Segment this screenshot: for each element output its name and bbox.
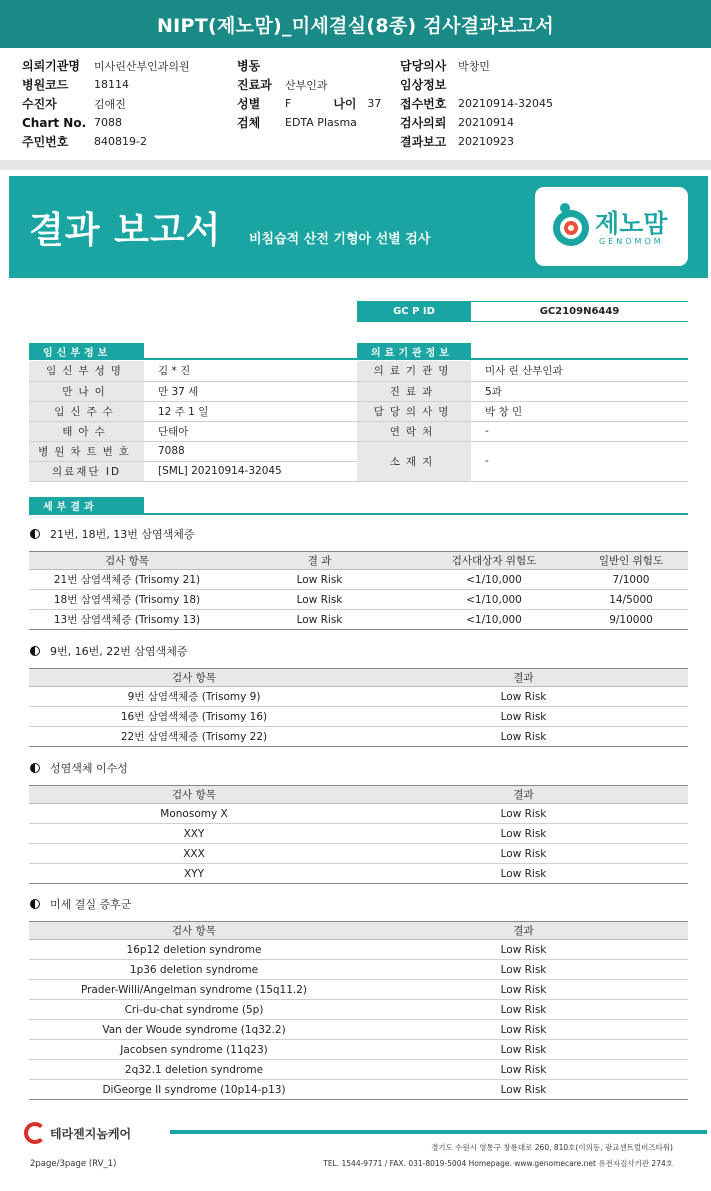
- half-circle-icon: [30, 529, 40, 539]
- table-cell: Low Risk: [225, 610, 414, 630]
- logo-korean-text: 제노맘: [595, 209, 668, 238]
- gcp-id-label: GC P ID: [357, 301, 471, 322]
- table-cell: Low Risk: [359, 824, 688, 844]
- table-row: [29, 421, 357, 441]
- table-value: 미사 린 산부인과: [471, 361, 688, 381]
- table-row: [29, 441, 357, 461]
- table-cell: Prader-Willi/Angelman syndrome (15q11.2): [29, 980, 359, 1000]
- info-value: 김애진: [94, 97, 126, 111]
- table-cell: Low Risk: [359, 960, 688, 980]
- report-title: NIPT(제노맘)_미세결실(8종) 검사결과보고서: [156, 14, 555, 37]
- table-cell: DiGeorge II syndrome (10p14-p13): [29, 1080, 359, 1100]
- info-key: 병동: [237, 59, 261, 73]
- column-header: 검사대상자 위험도: [414, 552, 574, 570]
- info-row: [400, 56, 553, 75]
- table-key: 병원차트번호: [29, 441, 144, 461]
- details-section-heading: 세부결과: [29, 497, 144, 513]
- table-header-row: [29, 922, 688, 940]
- column-header: 결 과: [225, 552, 414, 570]
- table-key: 소재지: [357, 441, 471, 481]
- table-cell: Van der Woude syndrome (1q32.2): [29, 1020, 359, 1040]
- group-title-text: 성염색체 이수성: [50, 762, 128, 775]
- group-title-text: 미세 결실 증후군: [50, 898, 132, 911]
- footer-contact: TEL. 1544-9771 / FAX. 031-8019-5004 Homepage. www.genomecare.net 유전자검사기관 274호: [323, 1159, 673, 1168]
- info-row: [237, 94, 381, 113]
- table-header-row: [29, 786, 688, 804]
- table-key: 의료재단 ID: [29, 461, 144, 481]
- table-cell: <1/10,000: [414, 610, 574, 630]
- table-key: 태아수: [29, 421, 144, 441]
- table-value: 김 * 진: [144, 361, 357, 381]
- banner-title: 결과 보고서: [29, 210, 222, 251]
- table-cell: Low Risk: [359, 1000, 688, 1020]
- table-cell: XXY: [29, 824, 359, 844]
- table-row: [29, 361, 357, 381]
- table-header-row: [29, 669, 688, 687]
- table-cell: 16번 삼염색체증 (Trisomy 16): [29, 707, 359, 727]
- info-key: 수진자: [22, 97, 57, 111]
- table-row: [29, 844, 688, 864]
- table-cell: 14/5000: [574, 590, 688, 610]
- genomom-logo: [535, 187, 688, 266]
- table-value: [SML] 20210914-32045: [144, 461, 357, 481]
- info-key: 검사의뢰: [400, 116, 447, 130]
- table-row: [29, 804, 688, 824]
- info-key: 의뢰기관명: [22, 59, 80, 73]
- info-row: [237, 75, 381, 94]
- table-key: 의료기관명: [357, 361, 471, 381]
- table-row: [357, 421, 688, 441]
- info-row: [237, 56, 381, 75]
- table-row: [357, 401, 688, 421]
- table-cell: Low Risk: [359, 727, 688, 747]
- table-cell: 7/1000: [574, 570, 688, 590]
- table-value: 12 주 1 일: [144, 401, 357, 421]
- info-key: 검체: [237, 116, 261, 130]
- group-title-text: 21번, 18번, 13번 삼염색체증: [50, 528, 195, 541]
- table-row: [29, 824, 688, 844]
- info-value: EDTA Plasma: [285, 116, 357, 129]
- table-cell: XYY: [29, 864, 359, 884]
- table-row: [357, 381, 688, 401]
- table-cell: Low Risk: [359, 1060, 688, 1080]
- info-value: 20210914: [458, 116, 514, 129]
- details-section-line: [29, 513, 688, 515]
- logo-english-text: GENOMOM: [599, 237, 664, 246]
- table-cell: Cri-du-chat syndrome (5p): [29, 1000, 359, 1020]
- hospital-section-line: [357, 358, 688, 360]
- banner-subtitle: 비침습적 산전 기형아 선별 검사: [249, 232, 431, 247]
- table-row: [357, 441, 688, 481]
- column-header: 검사 항목: [29, 552, 225, 570]
- table-cell: 18번 삼염색체증 (Trisomy 18): [29, 590, 225, 610]
- table-cell: Low Risk: [359, 864, 688, 884]
- info-column-1: [22, 56, 190, 151]
- info-key: 진료과: [237, 78, 272, 92]
- table-row: [29, 1000, 688, 1020]
- section-divider: [0, 160, 711, 170]
- table-value: 박 창 민: [471, 401, 688, 421]
- info-key: 성별: [237, 97, 261, 111]
- half-circle-icon: [30, 646, 40, 656]
- table-value: 5과: [471, 381, 688, 401]
- hospital-section-heading: 의료기관정보: [357, 343, 471, 359]
- sex-chromosome-table: [29, 785, 688, 884]
- report-banner: [9, 176, 708, 278]
- info-column-3: [400, 56, 553, 151]
- info-row: [400, 132, 553, 151]
- trisomy-main-table: [29, 551, 688, 630]
- table-cell: Low Risk: [225, 570, 414, 590]
- table-row: [29, 401, 357, 421]
- table-header-row: [29, 552, 688, 570]
- info-value: 20210923: [458, 135, 514, 148]
- column-header: 일반인 위험도: [574, 552, 688, 570]
- table-value: 만 37 세: [144, 381, 357, 401]
- half-circle-icon: [30, 763, 40, 773]
- table-row: [29, 864, 688, 884]
- column-header: 검사 항목: [29, 922, 359, 940]
- table-value: 단태아: [144, 421, 357, 441]
- group-title-text: 9번, 16번, 22번 삼염색체증: [50, 645, 188, 658]
- info-key: 결과보고: [400, 135, 447, 149]
- table-cell: Low Risk: [359, 980, 688, 1000]
- table-key: 만나이: [29, 381, 144, 401]
- column-header: 결과: [359, 669, 688, 687]
- table-key: 임신주수: [29, 401, 144, 421]
- table-row: [29, 1040, 688, 1060]
- table-cell: Low Risk: [359, 940, 688, 960]
- table-row: [29, 590, 688, 610]
- group-title: [30, 526, 194, 542]
- table-row: [29, 1020, 688, 1040]
- table-cell: Jacobsen syndrome (11q23): [29, 1040, 359, 1060]
- table-cell: 1p36 deletion syndrome: [29, 960, 359, 980]
- table-row: [29, 687, 688, 707]
- group-title: [30, 643, 187, 659]
- group-title: [30, 896, 131, 912]
- table-key: 진료과: [357, 381, 471, 401]
- info-value: 7088: [94, 116, 122, 129]
- info-key: 담당의사: [400, 59, 447, 73]
- table-cell: Low Risk: [359, 844, 688, 864]
- patient-info-block: [0, 56, 711, 151]
- table-cell: 9번 삼염색체증 (Trisomy 9): [29, 687, 359, 707]
- table-row: [29, 940, 688, 960]
- info-row: [237, 113, 381, 132]
- column-header: 결과: [359, 786, 688, 804]
- table-row: [29, 570, 688, 590]
- column-header: 검사 항목: [29, 786, 359, 804]
- table-cell: XXX: [29, 844, 359, 864]
- info-row: [400, 75, 553, 94]
- table-row: [29, 727, 688, 747]
- footer-address: 경기도 수원시 영통구 창룡대로 260, 810호(이의동, 광교센트럴비즈타워): [431, 1143, 673, 1152]
- info-key: 접수번호: [400, 97, 447, 111]
- footer-line: [170, 1130, 707, 1134]
- table-key: 담당의사명: [357, 401, 471, 421]
- table-row: [29, 980, 688, 1000]
- table-cell: 22번 삼염색체증 (Trisomy 22): [29, 727, 359, 747]
- info-key: 주민번호: [22, 135, 69, 149]
- info-value: 미사린산부인과의원: [94, 59, 190, 73]
- age-value: 37: [367, 97, 382, 110]
- table-key: 임신부성명: [29, 361, 144, 381]
- table-value: -: [471, 421, 688, 441]
- table-row: [29, 1080, 688, 1100]
- patient-info-table: [29, 361, 357, 482]
- info-row: [22, 94, 190, 113]
- trisomy-rare-table: [29, 668, 688, 747]
- info-row: [22, 113, 190, 132]
- table-row: [357, 361, 688, 381]
- table-row: [29, 381, 357, 401]
- table-row: [29, 610, 688, 630]
- table-cell: Low Risk: [359, 1040, 688, 1060]
- table-key: 연락처: [357, 421, 471, 441]
- genomom-logo-icon: [549, 202, 593, 250]
- info-row: [22, 132, 190, 151]
- table-cell: 13번 삼염색체증 (Trisomy 13): [29, 610, 225, 630]
- table-cell: 9/10000: [574, 610, 688, 630]
- table-cell: Low Risk: [359, 1080, 688, 1100]
- table-cell: Low Risk: [359, 687, 688, 707]
- table-cell: 16p12 deletion syndrome: [29, 940, 359, 960]
- gcp-id-value: GC2109N6449: [471, 301, 688, 322]
- hospital-info-table: [357, 361, 688, 482]
- table-row: [29, 707, 688, 727]
- microdeletion-table: [29, 921, 688, 1100]
- column-header: 결과: [359, 922, 688, 940]
- info-value: 20210914-32045: [458, 97, 553, 110]
- table-row: [29, 960, 688, 980]
- table-value: -: [471, 441, 688, 481]
- info-row: [22, 75, 190, 94]
- info-key: 임상정보: [400, 78, 447, 92]
- table-cell: Low Risk: [359, 1020, 688, 1040]
- info-row: [400, 113, 553, 132]
- table-cell: 2q32.1 deletion syndrome: [29, 1060, 359, 1080]
- company-logo-icon: [24, 1122, 46, 1144]
- company-logo: [24, 1122, 131, 1144]
- age-key: 나이: [333, 97, 357, 111]
- info-row: [22, 56, 190, 75]
- info-key: Chart No.: [22, 115, 87, 130]
- group-title: [30, 760, 128, 776]
- table-value: 7088: [144, 441, 357, 461]
- table-row: [29, 461, 357, 481]
- table-cell: <1/10,000: [414, 590, 574, 610]
- table-cell: Low Risk: [359, 707, 688, 727]
- info-value: 18114: [94, 78, 129, 91]
- page-number: 2page/3page (RV_1): [30, 1159, 117, 1169]
- report-title-bar: [0, 0, 711, 48]
- info-value: F: [285, 97, 292, 110]
- company-name: 테라젠지놈케어: [50, 1126, 132, 1141]
- table-cell: <1/10,000: [414, 570, 574, 590]
- patient-section-line: [29, 358, 357, 360]
- half-circle-icon: [30, 899, 40, 909]
- table-cell: Monosomy X: [29, 804, 359, 824]
- table-cell: Low Risk: [225, 590, 414, 610]
- table-cell: Low Risk: [359, 804, 688, 824]
- info-row: [400, 94, 553, 113]
- info-value: 박창민: [458, 59, 490, 73]
- column-header: 검사 항목: [29, 669, 359, 687]
- table-cell: 21번 삼염색체증 (Trisomy 21): [29, 570, 225, 590]
- info-value: 산부인과: [285, 78, 328, 92]
- info-key: 병원코드: [22, 78, 69, 92]
- info-column-2: [237, 56, 381, 132]
- info-value: 840819-2: [94, 135, 147, 148]
- table-row: [29, 1060, 688, 1080]
- patient-section-heading: 임신부정보: [29, 343, 144, 359]
